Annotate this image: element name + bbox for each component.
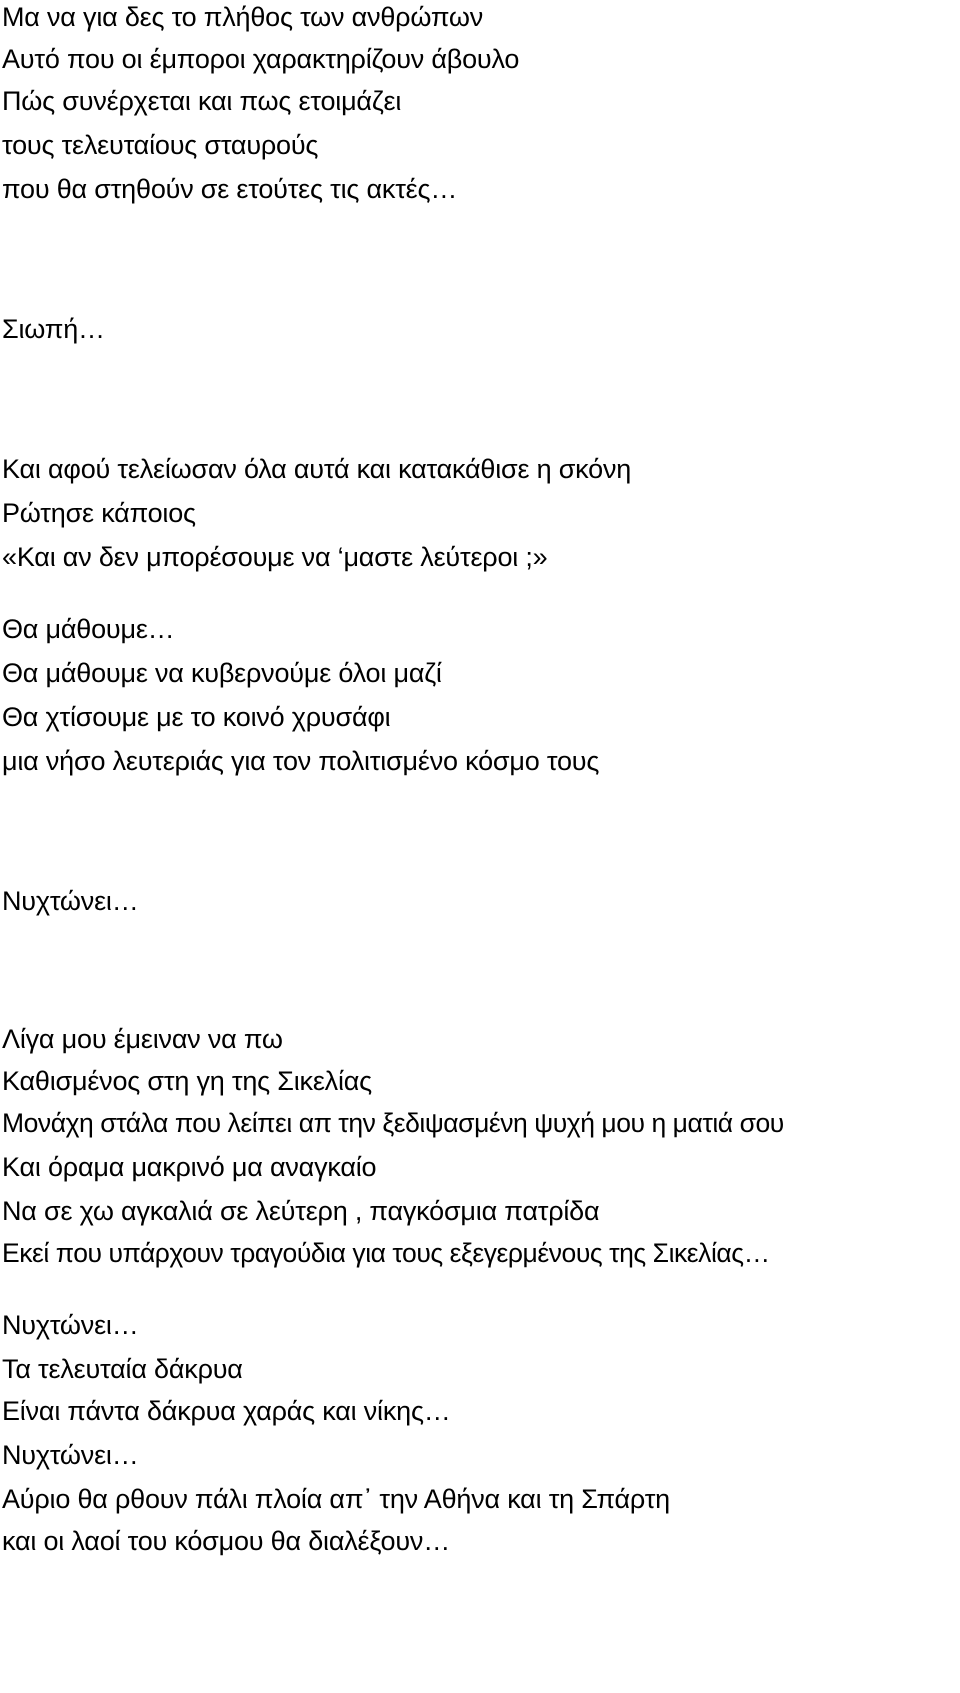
poem-line: Νυχτώνει… bbox=[2, 886, 139, 916]
poem-line: Ρώτησε κάποιος bbox=[2, 498, 196, 528]
poem-line: Νυχτώνει… bbox=[2, 1310, 139, 1340]
poem-line: Αυτό που οι έμποροι χαρακτηρίζουν άβουλο bbox=[2, 44, 520, 74]
poem-line: Λίγα μου έμειναν να πω bbox=[2, 1024, 283, 1054]
poem-line: Να σε χω αγκαλιά σε λεύτερη , παγκόσμια πατρίδα bbox=[2, 1196, 600, 1226]
poem-line: Μονάχη στάλα που λείπει απ την ξεδιψασμένη ψυχή μου η ματιά σου bbox=[2, 1108, 784, 1138]
poem-line: μια νήσο λευτεριάς για τον πολιτισμένο κόσμο τους bbox=[2, 746, 600, 776]
poem-line: Νυχτώνει… bbox=[2, 1440, 139, 1470]
poem-line: Και αφού τελείωσαν όλα αυτά και κατακάθισε η σκόνη bbox=[2, 454, 632, 484]
poem-line: Εκεί που υπάρχουν τραγούδια για τους εξεγερμένους της Σικελίας… bbox=[2, 1238, 770, 1268]
poem-line: Θα χτίσουμε με το κοινό χρυσάφι bbox=[2, 702, 391, 732]
poem-line: «Και αν δεν μπορέσουμε να ‘μαστε λεύτεροι ;» bbox=[2, 542, 548, 572]
poem-line: Μα να για δες το πλήθος των ανθρώπων bbox=[2, 2, 484, 32]
poem-line: Και όραμα μακρινό μα αναγκαίο bbox=[2, 1152, 377, 1182]
poem-line: Θα μάθουμε… bbox=[2, 614, 175, 644]
poem-line: που θα στηθούν σε ετούτες τις ακτές… bbox=[2, 174, 458, 204]
poem-line: Θα μάθουμε να κυβερνούμε όλοι μαζί bbox=[2, 658, 442, 688]
poem-line: Καθισμένος στη γη της Σικελίας bbox=[2, 1066, 372, 1096]
poem-line: Πώς συνέρχεται και πως ετοιμάζει bbox=[2, 86, 402, 116]
poem-line: Σιωπή… bbox=[2, 314, 105, 344]
poem-line: Είναι πάντα δάκρυα χαράς και νίκης… bbox=[2, 1396, 451, 1426]
poem-line: και οι λαοί του κόσμου θα διαλέξουν… bbox=[2, 1526, 451, 1556]
poem-line: Τα τελευταία δάκρυα bbox=[2, 1354, 243, 1384]
poem-line: Αύριο θα ρθουν πάλι πλοία απ᾽ την Αθήνα και τη Σπάρτη bbox=[2, 1484, 670, 1514]
poem-line: τους τελευταίους σταυρούς bbox=[2, 130, 319, 160]
